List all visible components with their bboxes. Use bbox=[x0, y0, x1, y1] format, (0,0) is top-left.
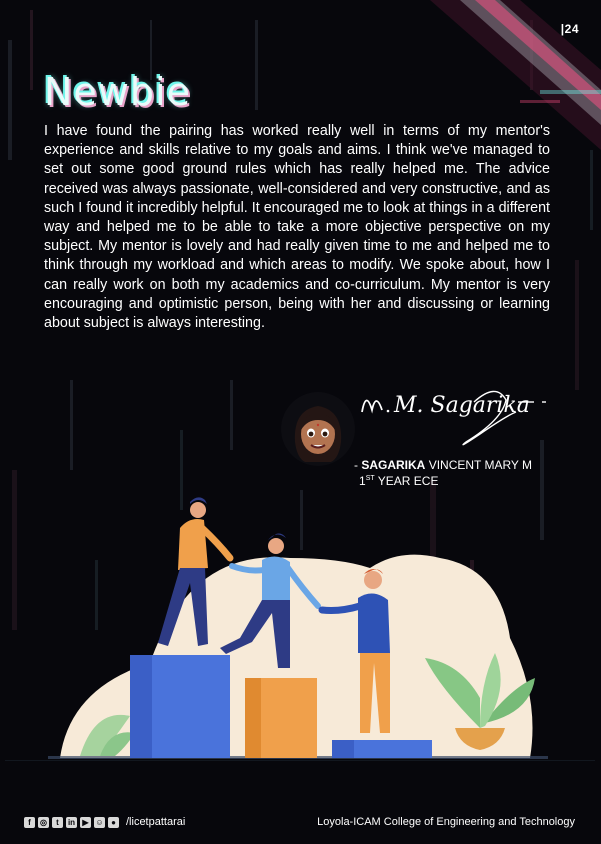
facebook-icon[interactable]: f bbox=[24, 817, 35, 828]
author-year: 1ST YEAR ECE bbox=[359, 474, 439, 488]
author-byline bbox=[354, 458, 532, 488]
discord-icon[interactable]: ☺ bbox=[95, 817, 104, 827]
svg-text:M. Sagarika: M. Sagarika bbox=[394, 393, 530, 418]
mentoring-illustration bbox=[40, 488, 560, 768]
author-name: - SAGARIKA VINCENT MARY M bbox=[354, 458, 533, 472]
author-signature bbox=[356, 372, 556, 458]
youtube-icon[interactable]: ▶ bbox=[80, 817, 91, 828]
footer-social bbox=[24, 816, 185, 828]
twitter-icon[interactable]: t bbox=[52, 817, 63, 828]
social-handle[interactable]: /licetpattarai bbox=[126, 816, 186, 828]
college-name: Loyola-ICAM College of Engineering and Technology bbox=[317, 816, 575, 828]
page-number: |24 bbox=[560, 22, 579, 36]
avatar-icon bbox=[281, 392, 355, 466]
instagram-icon[interactable]: ◎ bbox=[38, 817, 49, 828]
testimonial-text: I have found the pairing has worked really well in terms of my mentor's experience and skills relative to my goals and aims. I think we've managed to set out some good ground rules which has really helped me. The advice received was always passionate, well-considered and very constructive, and as such I found it incredibly helpful. It encouraged me to look at things in a different way and helped me to be able to take a more objective perspective on my subject. My mentor is lovely and had really given time to me and helped me to think through my workload and which areas to modify. We spoke about, how I can really work on both my academics and co-curriculum. My mentor is very encouraging and optimistic person, being with her and discussing or learning about subject is always interesting. bbox=[44, 123, 550, 332]
github-icon[interactable]: ● bbox=[108, 817, 119, 828]
author-avatar bbox=[281, 392, 355, 466]
page-title: Newbie bbox=[44, 70, 191, 114]
linkedin-icon[interactable]: in bbox=[67, 817, 76, 827]
